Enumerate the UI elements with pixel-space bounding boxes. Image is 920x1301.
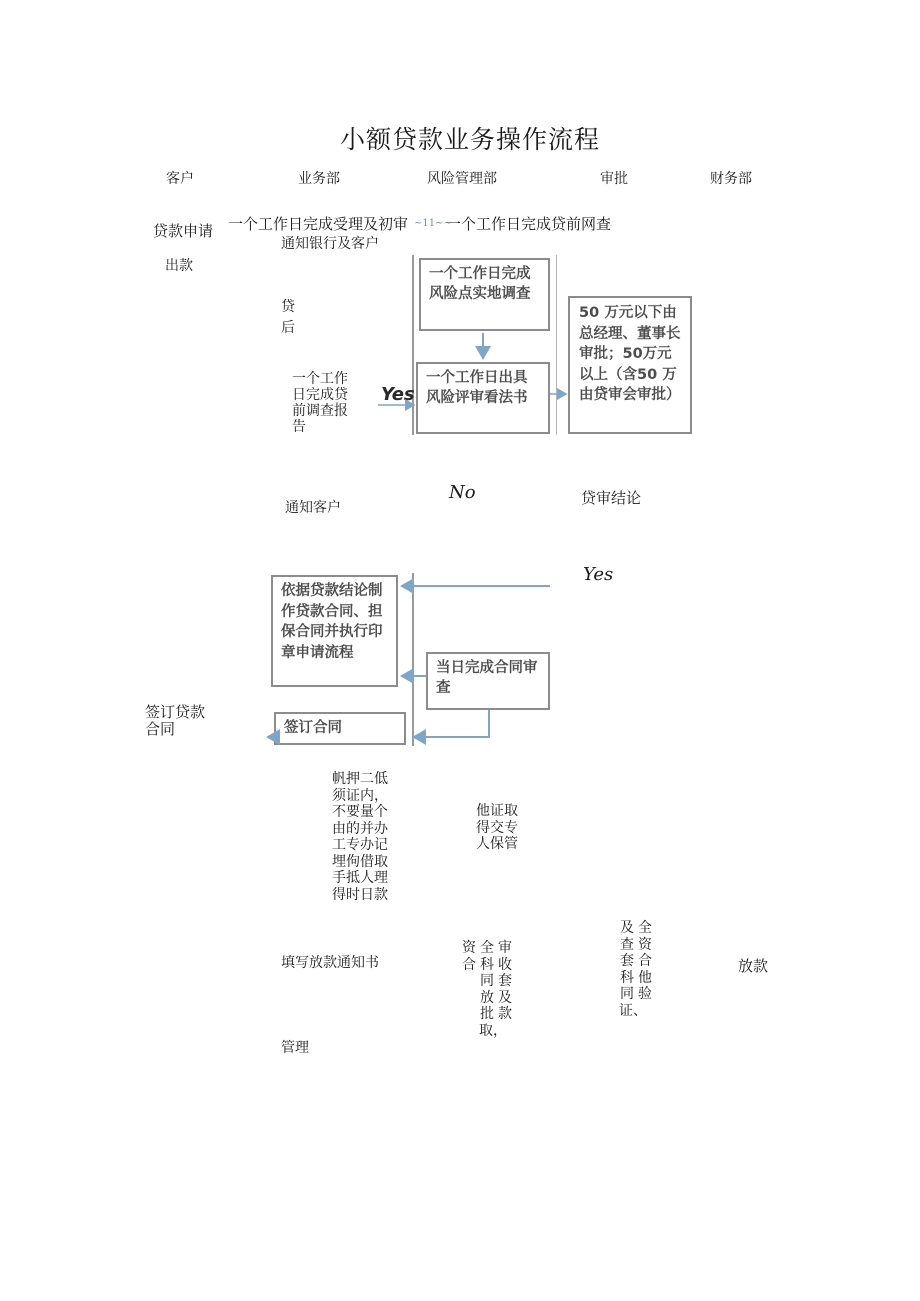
sign-loan-contract-label: 签订贷款合同 — [145, 703, 206, 738]
day1-accept-label: 一个工作日完成受理及初审 — [228, 215, 409, 233]
pre-loan-report-label: 一个工作日完成贷前调查报告 — [292, 371, 348, 435]
notify-client-label: 通知客户 — [285, 500, 341, 516]
notify-bank-label: 通知银行及客户 — [281, 236, 379, 252]
yes-label-risk: Yes — [381, 384, 415, 405]
collect-col-1: 资合 — [462, 940, 476, 973]
collect-col-3: 审收套及款 — [498, 940, 512, 1022]
yes-label-approval: Yes — [583, 564, 614, 585]
day1-netcheck-label: 一个工作日完成贷前网查 — [446, 215, 612, 233]
fill-notice-label: 填写放款通知书 — [281, 955, 379, 971]
collect-col-2: 全科同放批取， — [479, 940, 507, 1039]
release-label: 放款 — [738, 957, 769, 975]
column-header-finance: 财务部 — [710, 171, 752, 187]
make-contract-box: 依据贷款结论制作贷款合同、担保合同并执行印章申请流程 — [271, 575, 398, 687]
arrow-review-to-sign — [414, 710, 489, 737]
manage-label: 管理 — [281, 1040, 309, 1056]
field-survey-box: 一个工作日完成风险点实地调查 — [419, 258, 550, 331]
cert-keep-note: 他证取得交专人保管 — [476, 803, 518, 852]
contract-review-box: 当日完成合同审查 — [426, 652, 550, 710]
approval-box: 50 万元以下由总经理、董事长审批；50万元以上（含50 万由贷审会审批） — [568, 296, 692, 434]
withdraw-label: 出款 — [165, 258, 193, 274]
mortgage-note: 帆押二低须证内，不要量个由的并办工专办记埋佝借取手抵人理得时日款 — [332, 771, 388, 903]
verify-col-2: 全资合他验 — [638, 920, 652, 1002]
loan-apply-label: 贷款申请 — [153, 222, 214, 240]
verify-col-1: 及查套科同证、 — [619, 920, 647, 1019]
sign-contract-box: 签订合同 — [274, 712, 406, 745]
page-title: 小额贷款业务操作流程 — [340, 125, 601, 154]
column-header-risk: 风险管理部 — [427, 171, 497, 187]
column-header-client: 客户 — [166, 171, 194, 187]
column-header-business: 业务部 — [298, 171, 340, 187]
no-label: No — [449, 482, 476, 503]
loan-conclusion-label: 贷审结论 — [581, 489, 642, 507]
column-header-approval: 审批 — [600, 171, 628, 187]
mid-mark: ~11~~ — [414, 218, 452, 229]
risk-opinion-box: 一个工作日出具风险评审看法书 — [416, 362, 550, 434]
post-loan-label: 贷后 — [281, 299, 295, 336]
